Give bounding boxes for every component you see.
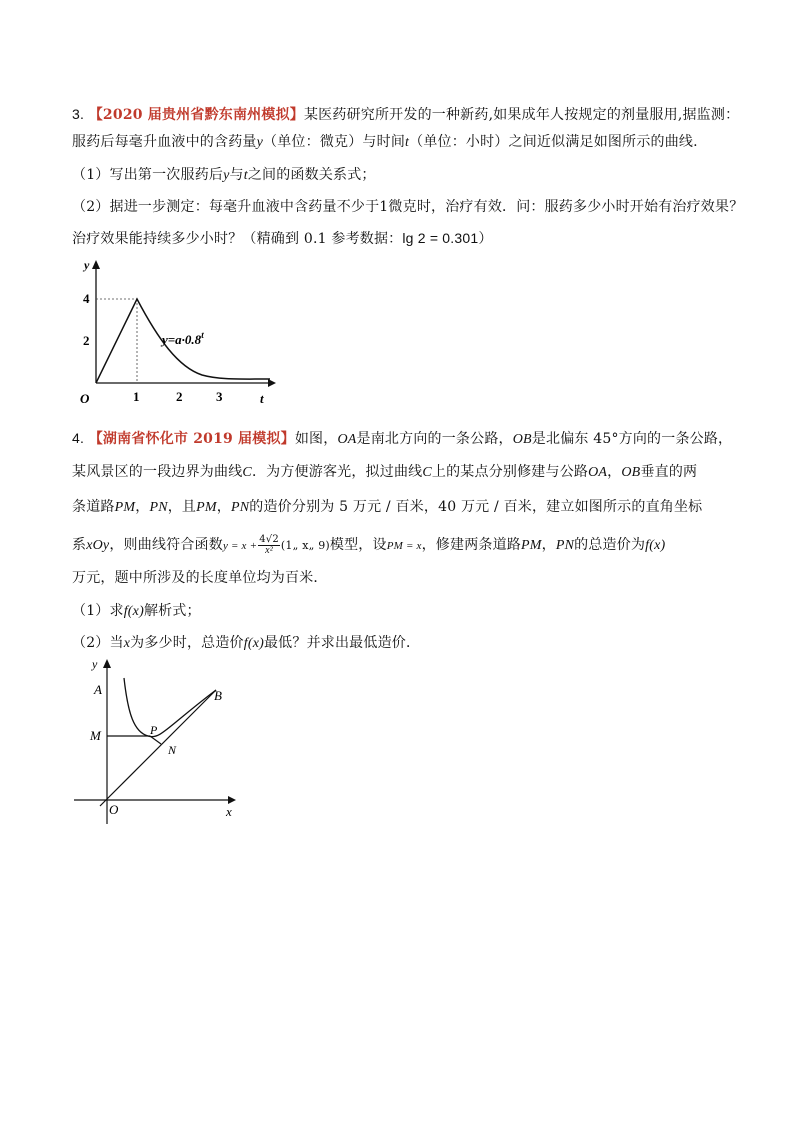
q3-x-label: t bbox=[260, 391, 264, 406]
q4-sub2-b: 为多少时，总造价 bbox=[130, 635, 244, 651]
q4-sub1-b: 解析式； bbox=[143, 603, 201, 619]
q3-sub1-y: y bbox=[223, 168, 230, 183]
q3-var-t: t bbox=[405, 135, 410, 150]
q4-C-1: C bbox=[242, 465, 252, 480]
q4-label-B: B bbox=[214, 688, 222, 703]
q4-label-N: N bbox=[168, 743, 177, 757]
q4-func-lhs: y = x + bbox=[222, 540, 258, 552]
q4-origin: O bbox=[109, 802, 119, 817]
q4-line3-a: 条道路 bbox=[72, 499, 115, 515]
q3-xtick-2: 2 bbox=[176, 389, 183, 404]
q4-x: x bbox=[123, 636, 131, 651]
q3-line2b: （单位：微克）与时间 bbox=[263, 134, 406, 150]
q3-xtick-1: 1 bbox=[133, 389, 140, 404]
q4-line2-a: 某风景区的一段边界为曲线 bbox=[72, 464, 243, 480]
q4-OA-2: OA bbox=[588, 465, 608, 480]
q4-fx-3: f(x) bbox=[243, 636, 264, 651]
q4-func-num: 4√2 bbox=[259, 533, 279, 545]
q3-x-arrow-icon bbox=[268, 379, 276, 387]
q4-y-label: y bbox=[92, 657, 98, 671]
q4-label-M: M bbox=[90, 728, 101, 743]
q4-func-den: x² bbox=[265, 544, 273, 556]
q3-line2a: 服药后每毫升血液中的含药量 bbox=[72, 134, 257, 150]
q3-line1-text: 某医药研究所开发的一种新药,如果成年人按规定的剂量服用,据监测： bbox=[303, 107, 740, 123]
q4-label-P: P bbox=[150, 723, 158, 737]
q4-y-arrow-icon bbox=[103, 659, 111, 668]
q4-line4-c: 模型，设 bbox=[329, 537, 387, 553]
q4-source: 【湖南省怀化市 2019 届模拟】 bbox=[88, 431, 295, 447]
q4-PM-1: PM bbox=[114, 500, 136, 515]
q4-func-fraction bbox=[258, 535, 280, 556]
q4-line2-c: 上的某点分别修建与公路 bbox=[431, 464, 589, 480]
q4-line4-a: 系 bbox=[72, 537, 87, 553]
q4-sub2 bbox=[72, 633, 420, 654]
q4-fx-2: f(x) bbox=[123, 604, 144, 619]
q4-PN-1: PN bbox=[149, 500, 168, 515]
q4-OB: OB bbox=[512, 432, 532, 447]
q3-ytick-2: 2 bbox=[83, 333, 90, 348]
q4-xOy: xOy bbox=[86, 538, 110, 553]
q3-y-label: y bbox=[84, 258, 90, 272]
q4-comma-1: ， bbox=[135, 499, 150, 515]
q3-curve-label bbox=[160, 330, 204, 347]
q4-C-2: C bbox=[422, 465, 432, 480]
q3-sub2-line2b: ） bbox=[478, 231, 493, 247]
q3-y-arrow-icon bbox=[92, 260, 100, 269]
q3-sub1-c: 之间的函数关系式； bbox=[247, 167, 376, 183]
q4-PM-eq: PM = x bbox=[386, 540, 422, 552]
q4-line4-d: ，修建两条道路 bbox=[421, 537, 522, 553]
q4-comma-2: ， bbox=[216, 499, 231, 515]
q4-sub1-a: （1）求 bbox=[72, 603, 124, 619]
q3-sub1-a: （1）写出第一次服药后 bbox=[72, 167, 224, 183]
q4-PN-3: PN bbox=[555, 538, 575, 553]
q3-var-y: y bbox=[256, 135, 264, 150]
q3-curve-label-exp: t bbox=[201, 330, 204, 340]
q3-source: 【2020 届贵州省黔东南州模拟】 bbox=[88, 107, 304, 123]
q4-sub2-c: 最低？并求出最低造价． bbox=[263, 635, 421, 651]
q3-sub2-line2 bbox=[72, 228, 493, 249]
q4-comma-3: ， bbox=[541, 537, 556, 553]
q4-line4-e: 的总造价为 bbox=[574, 537, 646, 553]
q3-sub1 bbox=[72, 165, 376, 186]
q4-line3-b: ，且 bbox=[167, 499, 197, 515]
q3-xtick-3: 3 bbox=[216, 389, 223, 404]
q4-line1-a: 如图， bbox=[294, 431, 338, 447]
q4-number: 4. bbox=[72, 430, 85, 446]
q3-line2c: （单位：小时）之间近似满足如图所示的曲线. bbox=[409, 134, 698, 150]
q4-sub2-a: （2）当 bbox=[72, 635, 124, 651]
q4-PM-2: PM bbox=[196, 500, 217, 515]
q4-fx-1: f(x) bbox=[645, 538, 666, 553]
q4-PM-3: PM bbox=[521, 538, 542, 553]
q3-figure bbox=[70, 255, 280, 410]
q4-line-OB bbox=[100, 690, 216, 806]
q3-sub2-line1: （2）据进一步测定：每毫升血液中含药量不少于1微克时，治疗有效．问：服药多少小时开始有治疗效果？ bbox=[72, 199, 744, 215]
q4-line2-b: ．为方便游客光，拟过曲线 bbox=[251, 464, 423, 480]
q3-formula: lg 2 = 0.301 bbox=[402, 230, 479, 246]
q4-x-arrow-icon bbox=[228, 796, 236, 804]
q3-sub1-t: t bbox=[243, 168, 248, 183]
q3-sub1-b: 与 bbox=[229, 167, 244, 183]
q4-line2-e: 垂直的两 bbox=[640, 464, 698, 480]
q4-line-5: 万元，题中所涉及的长度单位均为百米． bbox=[72, 570, 328, 586]
q4-sub1 bbox=[72, 601, 201, 622]
q4-line-3 bbox=[72, 497, 702, 518]
q3-curve-label-base: y=a·0.8 bbox=[162, 332, 202, 347]
q3-sub2-line2a: 治疗效果能持续多少小时？（精确到 0.1 参考数据： bbox=[72, 231, 403, 247]
q4-PN-2: PN bbox=[230, 500, 250, 515]
q4-line-1 bbox=[72, 428, 732, 450]
q4-label-A: A bbox=[94, 682, 102, 697]
q4-OB-2: OB bbox=[621, 465, 641, 480]
q3-line-1 bbox=[72, 104, 739, 125]
q4-OA: OA bbox=[337, 432, 357, 447]
q4-line1-b: 是南北方向的一条公路， bbox=[356, 431, 513, 447]
q4-line2-d: ， bbox=[607, 464, 622, 480]
q4-func-domain: (1„ x„ 9) bbox=[280, 539, 330, 552]
q4-curve-C bbox=[124, 678, 216, 737]
q4-line-2 bbox=[72, 462, 697, 483]
q3-number: 3. bbox=[72, 106, 85, 122]
q4-segment-PN bbox=[150, 736, 161, 744]
q3-origin: O bbox=[80, 391, 90, 406]
q4-x-label: x bbox=[226, 804, 232, 819]
q4-line3-c: 的造价分别为 5 万元 / 百米，40 万元 / 百米，建立如图所示的直角坐标 bbox=[249, 499, 703, 515]
q3-line-2 bbox=[72, 132, 698, 153]
q3-ytick-4: 4 bbox=[83, 291, 90, 306]
q4-line4-b: ，则曲线符合函数 bbox=[109, 537, 223, 553]
q4-line1-c: 是北偏东 45°方向的一条公路， bbox=[531, 431, 733, 447]
q4-figure bbox=[70, 654, 250, 829]
q4-line-4 bbox=[72, 532, 665, 559]
